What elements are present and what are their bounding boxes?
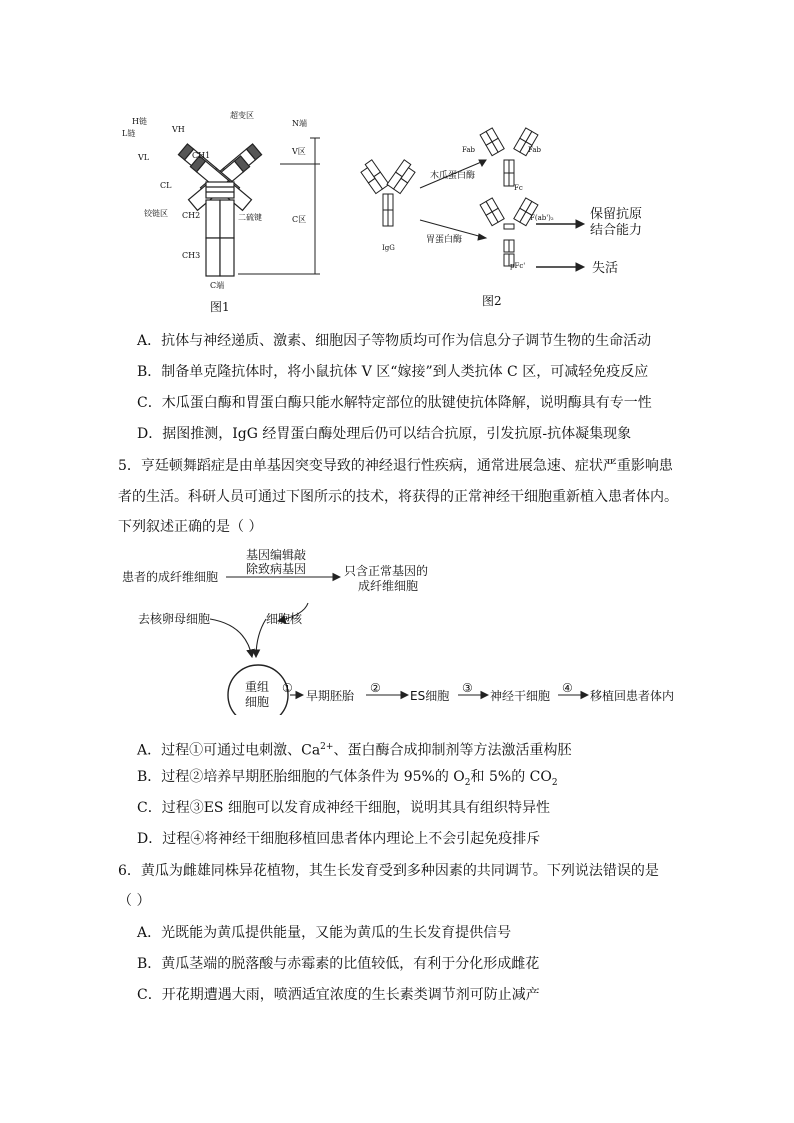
- flow-nucleus: 细胞核: [266, 612, 303, 626]
- q5-option-c: C．过程③ES 细胞可以发育成神经干细胞，说明其具有组织特异性: [137, 800, 550, 816]
- q6-stem-line2: （ ）: [118, 893, 151, 909]
- label-n-term: N端: [292, 119, 307, 128]
- q5-option-b-pre: B．过程②培养早期胚胎细胞的气体条件为 95%的 O: [137, 769, 465, 785]
- flow-normal-line2: 成纤维细胞: [358, 579, 419, 593]
- q5-option-a-post: 、蛋白酶合成抑制剂等方法激活重构胚: [333, 742, 572, 759]
- label-v-region: V区: [292, 147, 306, 156]
- label-ch1: CH1: [192, 151, 211, 160]
- q5-option-b-sub2: 2: [551, 777, 558, 788]
- label-papain: 木瓜蛋白酶: [430, 171, 476, 181]
- flow-transplant: 移植回患者体内: [590, 689, 675, 703]
- q4-option-c: C．木瓜蛋白酶和胃蛋白酶只能水解特定部位的肽键使抗体降解，说明酶具有专一性: [137, 395, 652, 411]
- q5-option-b: [137, 767, 558, 793]
- q4-option-d: D．据图推测，IgG 经胃蛋白酶处理后仍可以结合抗原，引发抗原-抗体凝集现象: [137, 426, 632, 442]
- label-fab-right: Fab: [528, 146, 542, 154]
- q4-option-b: B．制备单克隆抗体时，将小鼠抗体 V 区“嫁接”到人类抗体 C 区，可减轻免疫反应: [137, 364, 649, 380]
- flow-edit-line2: 除致病基因: [246, 562, 307, 576]
- q6-option-c: C．开花期遭遇大雨，喷洒适宜浓度的生长素类调节剂可防止减产: [137, 987, 540, 1003]
- label-retain-1: 保留抗原: [590, 207, 643, 222]
- label-pepsin: 胃蛋白酶: [426, 235, 463, 245]
- label-inactive: 失活: [592, 261, 619, 276]
- label-ch3: CH3: [182, 251, 201, 260]
- q5-option-b-mid: 和 5%的 CO: [470, 769, 552, 785]
- q5-option-a: [137, 737, 571, 761]
- label-vh: VH: [172, 125, 185, 134]
- flow-step2: ②: [370, 681, 381, 695]
- flow-step3: ③: [462, 681, 473, 695]
- q5-stem-line3: 下列叙述正确的是（ ）: [118, 519, 263, 535]
- figure2-cleavage-diagram: [348, 120, 648, 280]
- label-retain-2: 结合能力: [590, 223, 643, 238]
- flow-step4: ④: [562, 681, 573, 695]
- label-ch2: CH2: [182, 211, 201, 220]
- flow-nsc: 神经干细胞: [490, 689, 551, 703]
- label-cl: CL: [160, 181, 172, 190]
- label-hinge: 铰链区: [144, 209, 168, 218]
- label-pfc: pFc': [510, 262, 526, 270]
- q5-option-d: D．过程④将神经干细胞移植回患者体内理论上不会引起免疫排斥: [137, 831, 541, 847]
- q6-option-a: A．光既能为黄瓜提供能量，又能为黄瓜的生长发育提供信号: [137, 925, 512, 941]
- flow-recomb-line1: 重组: [245, 680, 270, 694]
- label-l-chain: L链: [122, 129, 136, 138]
- figure1-caption: 图1: [210, 300, 230, 314]
- label-c-term: C端: [210, 281, 225, 290]
- q5-option-a-sup: 2+: [320, 742, 334, 752]
- flow-edit-line1: 基因编辑敲: [246, 548, 307, 562]
- q5-option-b-sub1: 2: [464, 777, 471, 788]
- figure1-antibody-diagram: [110, 108, 350, 313]
- flow-early-embryo: 早期胚胎: [306, 689, 355, 703]
- label-disulfide: 二硫键: [238, 213, 262, 222]
- flow-patient-cells: 患者的成纤维细胞: [122, 570, 219, 584]
- label-igg: IgG: [382, 244, 395, 252]
- flow-enucleated-egg: 去核卵母细胞: [138, 612, 211, 626]
- flow-recomb-line2: 细胞: [245, 695, 270, 709]
- label-hypervariable: 超变区: [230, 111, 254, 120]
- flow-normal-line1: 只含正常基因的: [344, 564, 429, 578]
- label-vl: VL: [138, 153, 150, 162]
- q6-option-b: B．黄瓜茎端的脱落酸与赤霉素的比值较低，有利于分化形成雌花: [137, 956, 540, 972]
- q5-option-a-pre: A．过程①可通过电刺激、Ca: [137, 742, 321, 759]
- figure2-caption: 图2: [482, 294, 502, 308]
- label-fab-left: Fab: [462, 146, 476, 154]
- q6-stem-line1: 6．黄瓜为雌雄同株异花植物，其生长发育受到多种因素的共同调节。下列说法错误的是: [118, 863, 659, 879]
- flow-es-cells: ES细胞: [410, 689, 450, 703]
- label-fab2: F(ab')₂: [530, 214, 554, 222]
- q5-flow-diagram: [118, 545, 718, 715]
- q5-stem-line1: 5．亨廷顿舞蹈症是由单基因突变导致的神经退行性疾病，通常进展急速、症状严重影响患: [118, 458, 673, 474]
- q5-stem-line2: 者的生活。科研人员可通过下图所示的技术，将获得的正常神经干细胞重新植入患者体内。: [118, 489, 678, 505]
- label-h-chain: H链: [132, 117, 147, 126]
- flow-step1: ①: [282, 681, 293, 695]
- label-c-region: C区: [292, 215, 307, 224]
- q4-option-a: A．抗体与神经递质、激素、细胞因子等物质均可作为信息分子调节生物的生命活动: [137, 333, 652, 349]
- label-fc: Fc: [514, 184, 523, 192]
